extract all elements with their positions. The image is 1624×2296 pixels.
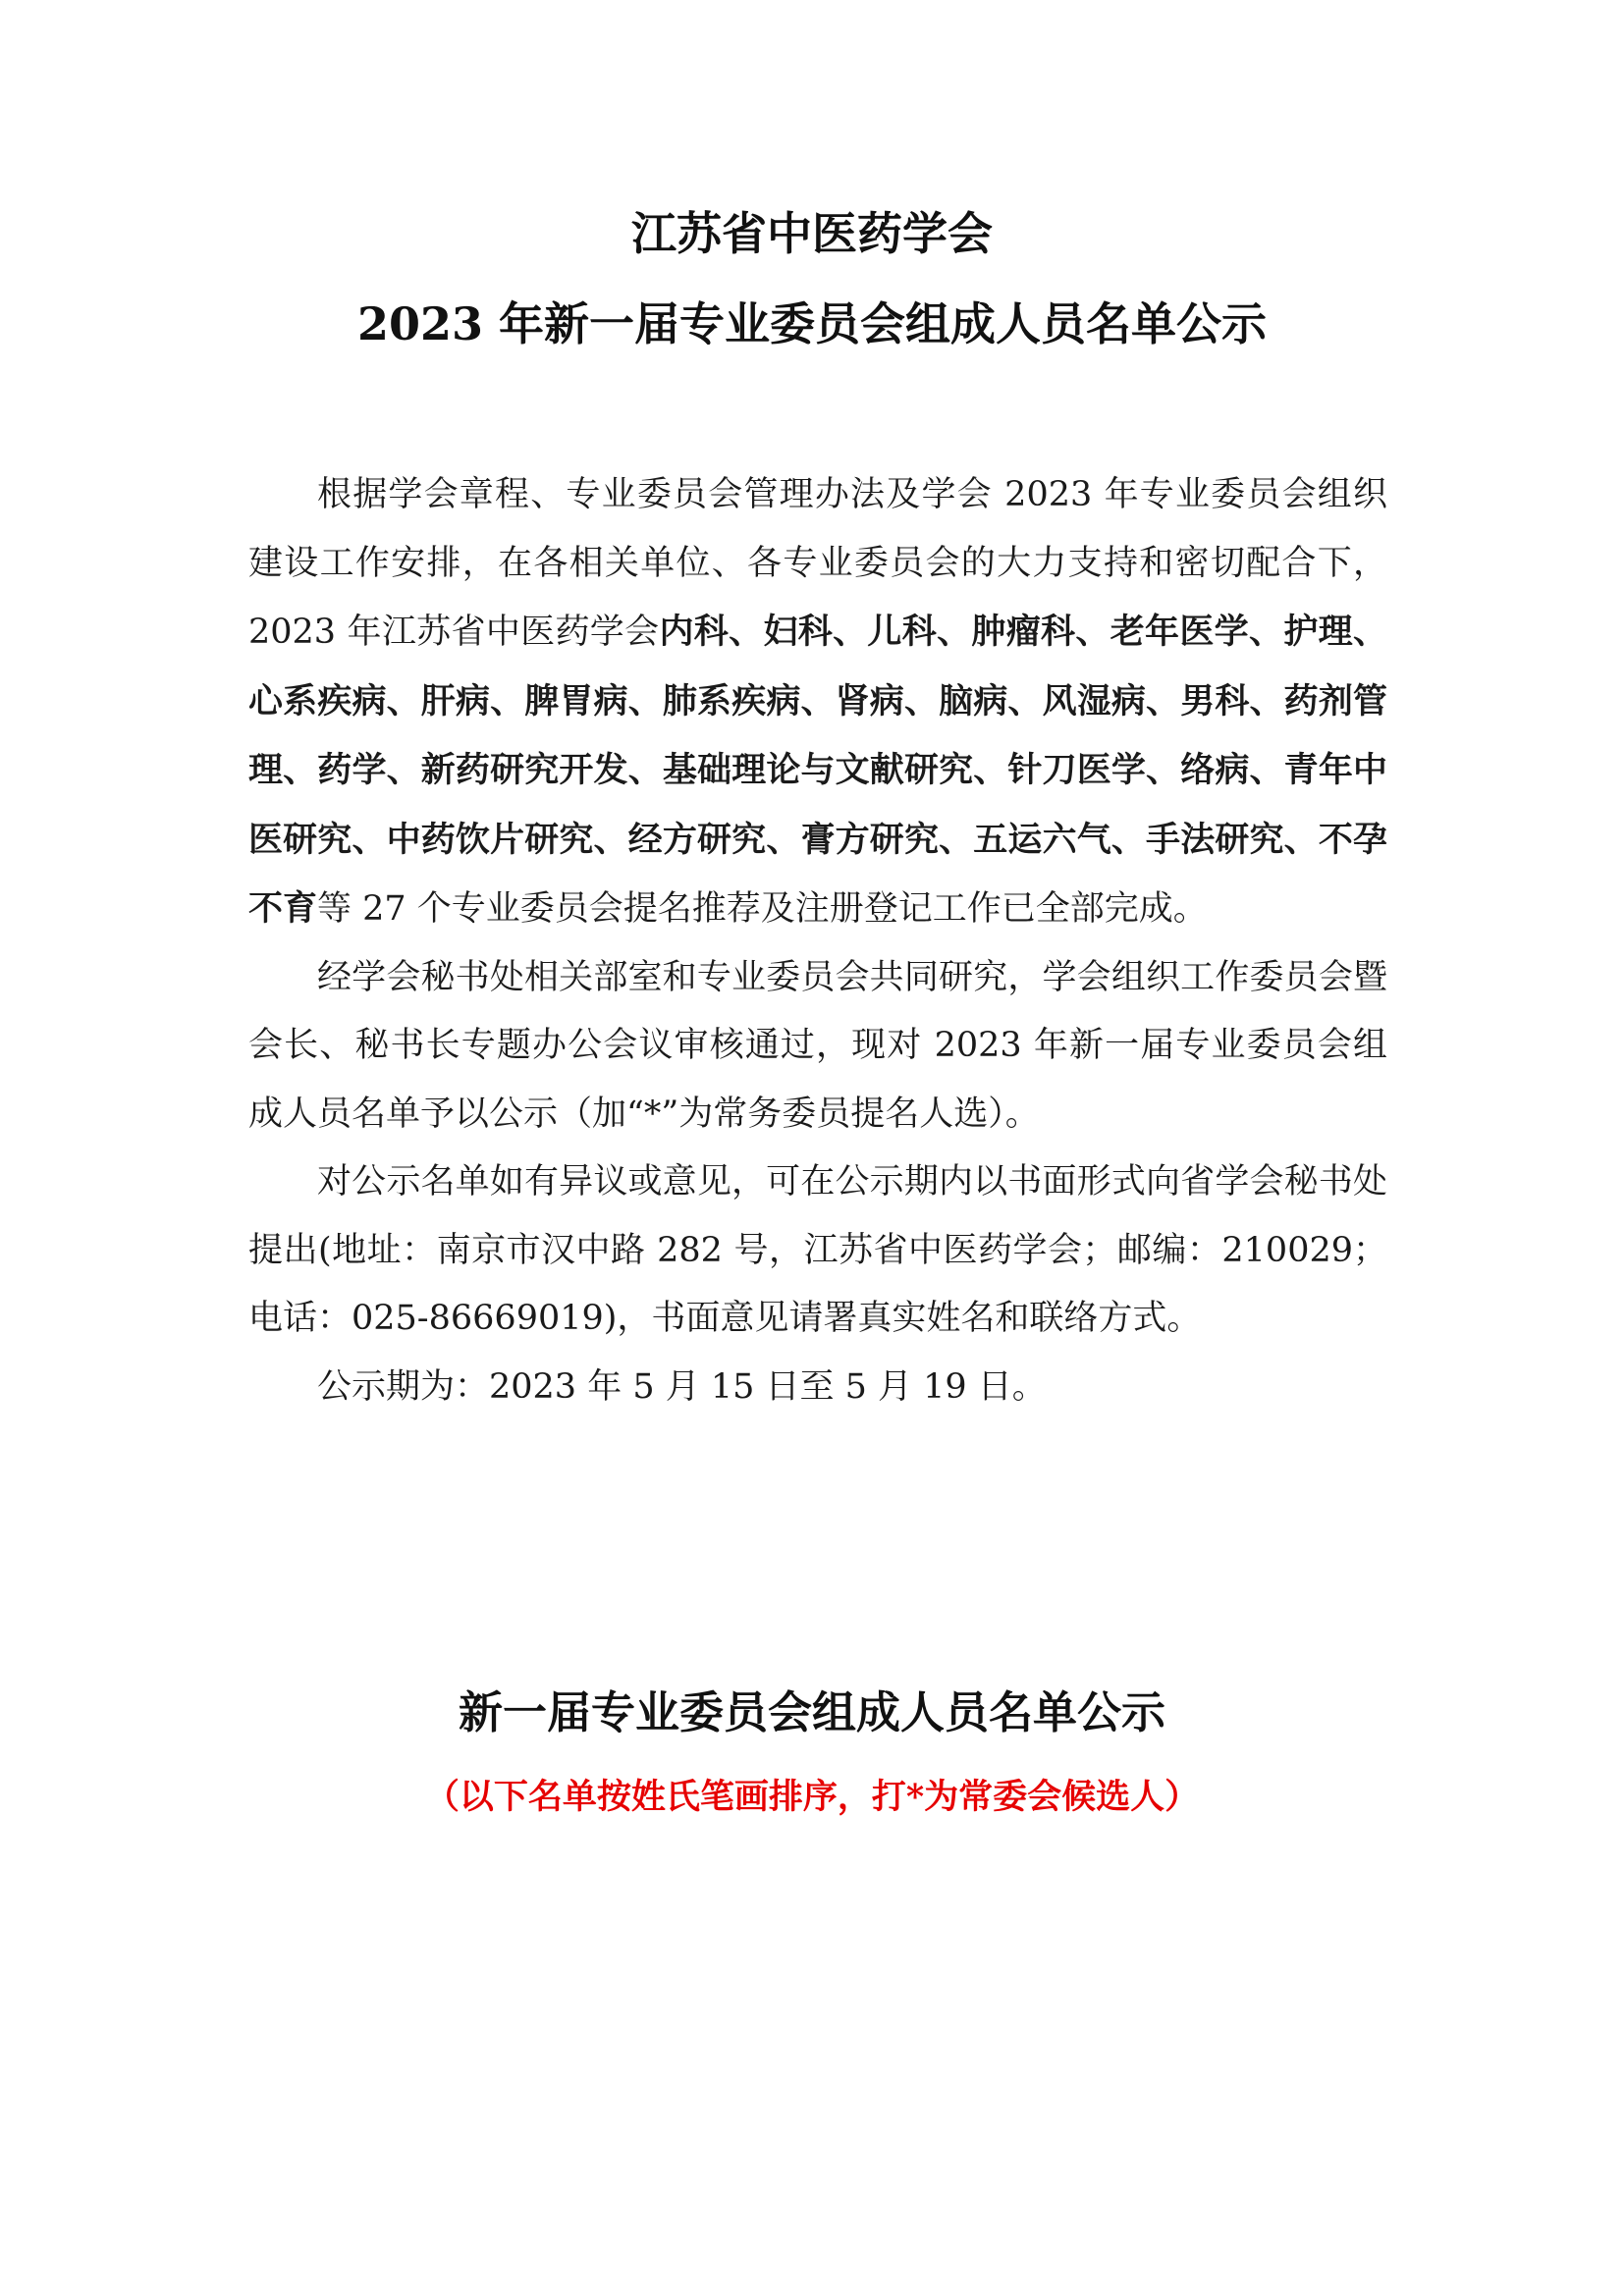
paragraph-period: 公示期为：2023 年 5 月 15 日至 5 月 19 日。 — [317, 1366, 1047, 1407]
paragraph-intro — [248, 461, 1387, 944]
committee-list: 内科、妇科、儿科、肿瘤科、老年医学、护理、心系疾病、肝病、脾胃病、肺系疾病、肾病、脑病、风湿病、男科、药剂管理、药学、新药研究开发、基础理论与文献研究、针刀医学、络病、青年中医研究、中药饮片研究、经方研究、膏方研究、五运六气、手法研究、不孕不育 — [248, 612, 1387, 929]
document-title-main: 2023 年新一届专业委员会组成人员名单公示 — [356, 297, 1268, 350]
list-heading: 新一届专业委员会组成人员名单公示 — [458, 1686, 1165, 1738]
announcement-body — [248, 461, 1387, 1421]
paragraph-objection: 对公示名单如有异议或意见，可在公示期内以书面形式向省学会秘书处提出(地址：南京市汉中路 282 号，江苏省中医药学会；邮编：210029；电话：025-86669019)，书面意见请署真实姓名和联络方式。 — [248, 1162, 1387, 1338]
paragraph-review: 经学会秘书处相关部室和专业委员会共同研究，学会组织工作委员会暨会长、秘书长专题办公会议审核通过，现对 2023 年新一届专业委员会组成人员名单予以公示（加“*”为常务委员提名人选）。 — [248, 957, 1387, 1134]
intro-outro-text: 等 27 个专业委员会提名推荐及注册登记工作已全部完成。 — [317, 889, 1208, 929]
document-title-org: 江苏省中医药学会 — [631, 207, 993, 260]
intro-text: 根据学会章程、专业委员会管理办法及学会 2023 年专业委员会组织建设工作安排，在各相关单位、各专业委员会的大力支持和密切配合下，2023 年江苏省中医药学会 — [248, 475, 1387, 652]
list-note: （以下名单按姓氏笔画排序，打*为常委会候选人） — [424, 1777, 1200, 1817]
